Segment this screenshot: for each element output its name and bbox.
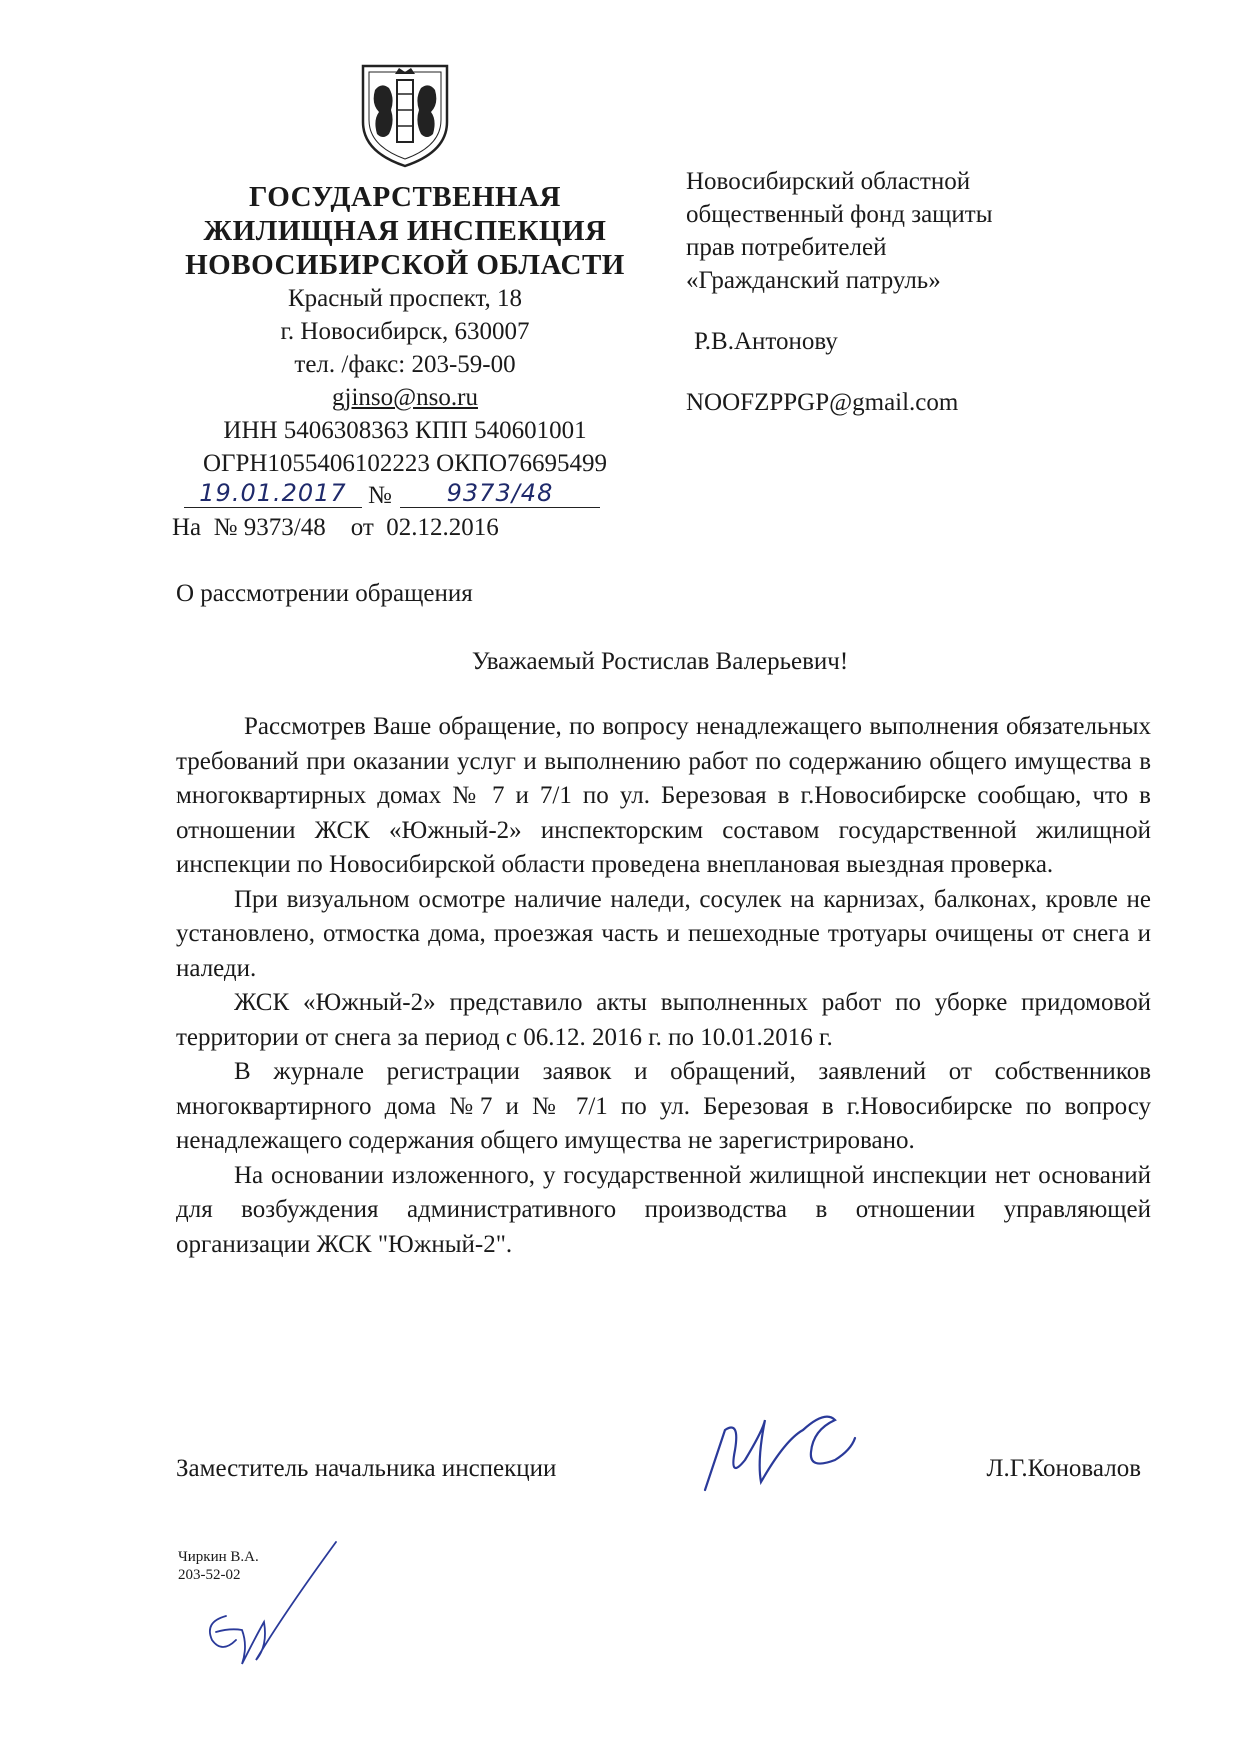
- number-sign: №: [368, 482, 392, 509]
- registration-date: 19.01.2017: [184, 479, 362, 508]
- registration-line: [172, 474, 612, 514]
- sender-block: [160, 60, 650, 480]
- ogrn-okpo-line: ОГРН1055406102223 ОКПО76695499: [202, 450, 608, 477]
- registration-number: 9373/48: [400, 479, 600, 508]
- executor-name: Чиркин В.А.: [178, 1549, 259, 1565]
- body-paragraph: На основании изложенного, у государственной жилищной инспекции нет оснований для возбуждения административного производства в отношении управляющей организации ЖСК "Южный-2".: [176, 1161, 1151, 1258]
- org-name-line2: ЖИЛИЩНАЯ ИНСПЕКЦИЯ: [203, 215, 607, 247]
- phone-line: тел. /факс: 203-59-00: [294, 351, 516, 378]
- address-line2: г. Новосибирск, 630007: [280, 318, 530, 345]
- signer-position: Заместитель начальника инспекции: [176, 1455, 557, 1482]
- spacer: [686, 358, 1106, 386]
- org-name-line1: ГОСУДАРСТВЕННАЯ: [249, 181, 561, 213]
- body-paragraph: Рассмотрев Ваше обращение, по вопросу ненадлежащего выполнения обязательных требований при оказании услуг и выполнению работ по содержанию общего имущества в многоквартирных домах № 7 и 7/1 по ул. Березовая в г.Новосибирске сообщаю, что в отношении ЖСК «Южный-2» инспекторским составом государственной жилищной инспекции по Новосибирской области проведена внеплановая выездная проверка.: [176, 713, 1151, 878]
- addressee-line3: прав потребителей: [686, 234, 887, 261]
- inn-kpp-line: ИНН 5406308363 КПП 540601001: [223, 417, 587, 444]
- body-paragraph: При визуальном осмотре наличие наледи, сосулек на карнизах, балконах, кровле не установлено, отмостка дома, проезжая часть и пешеходные тротуары очищены от снега и наледи.: [176, 885, 1151, 982]
- addressee-line1: Новосибирский областной: [686, 168, 971, 195]
- reply-reference: На № 9373/48 от 02.12.2016: [172, 514, 499, 541]
- signer-name: Л.Г.Коновалов: [986, 1455, 1141, 1482]
- spacer: [686, 297, 1106, 325]
- letter-subject: О рассмотрении обращения: [176, 580, 473, 607]
- signature-row: [176, 1455, 1141, 1495]
- coat-of-arms-icon: [355, 60, 455, 170]
- addressee-line2: общественный фонд защиты: [686, 201, 993, 228]
- recipient-email[interactable]: NOOFZPPGP@gmail.com: [686, 389, 959, 416]
- addressee-line4: «Гражданский патруль»: [686, 267, 941, 294]
- executor-info: [178, 1548, 259, 1584]
- recipient-name: Р.В.Антонову: [694, 328, 838, 355]
- org-name-line3: НОВОСИБИРСКОЙ ОБЛАСТИ: [185, 249, 625, 281]
- body-paragraph: В журнале регистрации заявок и обращений, заявлений от собственников многоквартирного дома №7 и № 7/1 по ул. Березовая в г.Новосибирске по вопросу ненадлежащего содержания общего имущества не зарегистрировано.: [176, 1058, 1151, 1154]
- sender-email-link[interactable]: gjinso@nso.ru: [332, 384, 478, 411]
- executor-phone: 203-52-02: [178, 1567, 241, 1583]
- letter-body: [176, 710, 1151, 1262]
- addressee-block: [686, 165, 1106, 419]
- address-line1: Красный проспект, 18: [287, 285, 523, 312]
- salutation: Уважаемый Ростислав Валерьевич!: [471, 648, 849, 675]
- body-paragraph: ЖСК «Южный-2» представило акты выполненных работ по уборке придомовой территории от снега за период с 06.12. 2016 г. по 10.01.2016 г.: [176, 989, 1151, 1051]
